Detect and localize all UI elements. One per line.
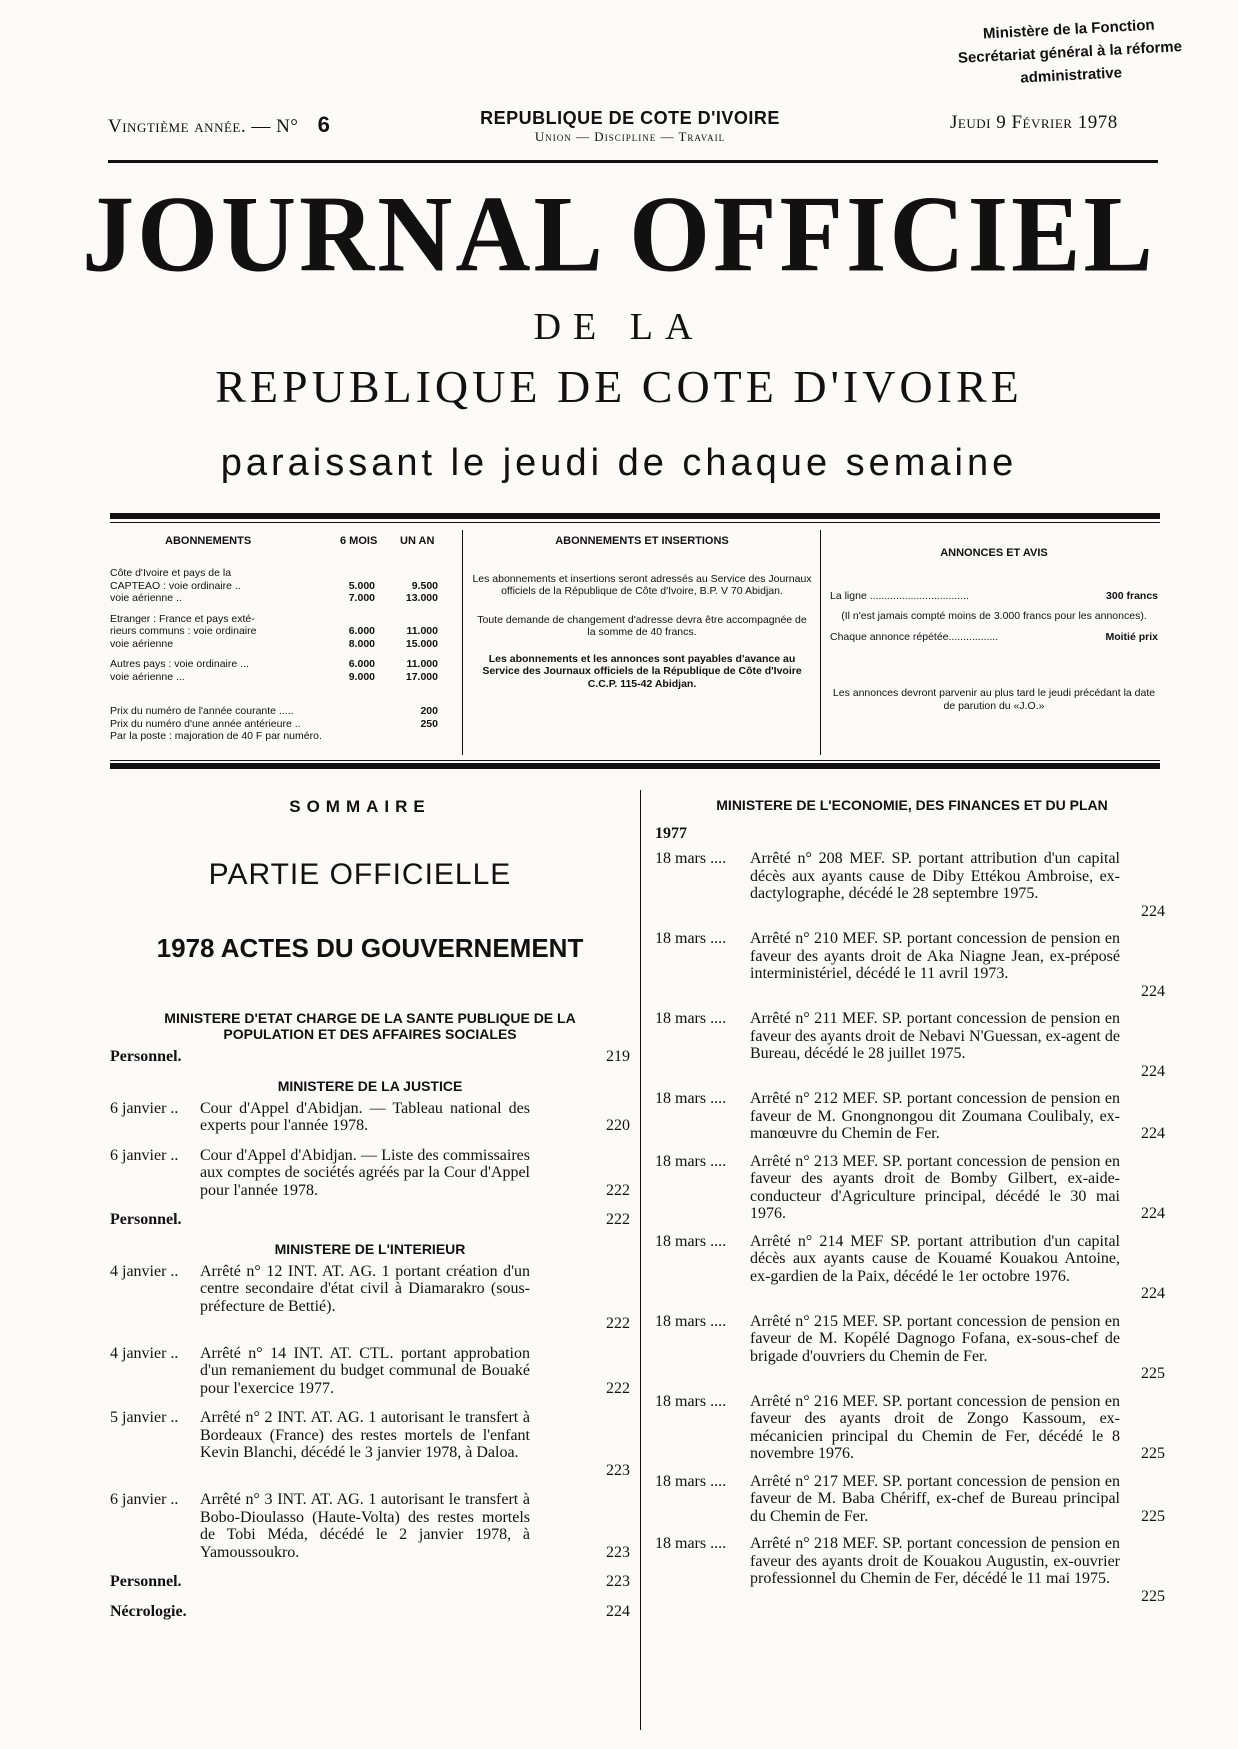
issue-prices [110, 705, 450, 743]
year-label: 1977 [655, 825, 687, 842]
entry-date: 18 mars .... [655, 1312, 727, 1330]
subscriptions-title: ABONNEMENTS [165, 535, 252, 547]
decree-entry [655, 1535, 1165, 1605]
box-bottom-rule [110, 763, 1160, 769]
decree-entry [655, 1393, 1165, 1463]
decree-entry [655, 850, 1165, 920]
rate-row [110, 658, 450, 671]
price-row [110, 718, 450, 731]
entry-page: 225 [1141, 1365, 1165, 1382]
issue-number: 6 [317, 112, 331, 137]
price-label: Prix du numéro de l'année courante ..... [110, 705, 294, 717]
stamp-line-1: Ministère de la Fonction [982, 16, 1155, 43]
deadline-note: Les annonces devront parvenir au plus tard le jeudi précédant la date de parution du «J.O.» [832, 687, 1156, 712]
entry-date: 6 janvier .. [110, 1146, 179, 1164]
entry-date: 5 janvier .. [110, 1409, 179, 1426]
line-price-label: La ligne .................................. [830, 589, 969, 602]
rate-row [110, 567, 450, 580]
entry-date: 18 mars .... [655, 1472, 727, 1490]
entry-text: Cour d'Appel d'Abidjan. — Tableau national des experts pour l'année 1978. [200, 1099, 530, 1134]
country-title: REPUBLIQUE DE COTE D'IVOIRE [215, 361, 1023, 412]
summary-entry [110, 1409, 630, 1479]
rate-label: voie aérienne .. [110, 592, 182, 604]
minimum-note: (Il n'est jamais compté moins de 3.000 francs pour les annonces). [841, 610, 1147, 622]
summary-entry [110, 1147, 630, 1200]
entry-page: 222 [606, 1211, 630, 1228]
left-column [110, 1010, 630, 1632]
insertions-box [472, 535, 812, 690]
entry-page: 223 [606, 1573, 630, 1590]
insertions-title: ABONNEMENTS ET INSERTIONS [555, 535, 729, 547]
entry-page: 224 [1141, 902, 1165, 920]
entry-page: 224 [1141, 982, 1165, 1000]
entry-date: Personnel. [110, 1573, 182, 1590]
entry-text: Arrêté n° 216 MEF. SP. portant concession de pension en faveur des ayants droit de Zongo Kassoum, ex-mécanicien principal du Chemin de Fer, décédé le 8 novembre 1976. [750, 1392, 1120, 1462]
entry-page: 223 [606, 1461, 630, 1479]
entry-page: 222 [606, 1181, 630, 1199]
price-value: 200 [420, 705, 438, 717]
rate-one-year: 9.500 [411, 579, 438, 592]
entry-date: 6 janvier .. [110, 1099, 179, 1117]
rate-row [110, 613, 450, 626]
summary-entry [110, 1603, 630, 1621]
decree-entry [655, 1473, 1165, 1526]
official-part-heading: PARTIE OFFICIELLE [208, 858, 512, 891]
entry-text: Arrêté n° 213 MEF. SP. portant concession de pension en faveur des ayants droit de Bomby Gilbert, ex-aide-conducteur d'Agriculture principal, décédé le 30 mai 1976. [750, 1152, 1120, 1222]
decree-entry [655, 1010, 1165, 1080]
box-top-rule [110, 513, 1160, 519]
administrative-stamp [903, 9, 1236, 95]
stamp-line-3: administrative [1019, 64, 1123, 87]
entry-page: 225 [1141, 1587, 1165, 1605]
entry-text: Arrêté n° 212 MEF. SP. portant concession de pension en faveur de M. Gnongnongou dit Zoumana Coulibaly, ex-manœuvre du Chemin de Fer. [750, 1090, 1120, 1142]
entry-text: Cour d'Appel d'Abidjan. — Liste des commissaires aux comptes de sociétés agréés par la Cour d'Appel pour l'année 1978. [200, 1146, 530, 1199]
rate-6-months: 6.000 [348, 658, 375, 670]
column-divider [640, 790, 641, 1730]
col-one-year: UN AN [400, 535, 435, 547]
top-rule [108, 160, 1158, 163]
entry-page: 222 [606, 1315, 630, 1332]
rate-6-months: 9.000 [348, 670, 375, 683]
line-price-row [830, 590, 1158, 603]
rate-gap [110, 650, 450, 658]
stamp-line-2: Secrétariat général à la réforme [957, 38, 1183, 67]
summary-entry [110, 1345, 630, 1398]
entry-text: Arrêté n° 210 MEF. SP. portant concession de pension en faveur des ayants droit de Aka Niagne Jean, ex-préposé interministériel, décédé le 11 avril 1973. [750, 930, 1120, 982]
rate-one-year: 13.000 [405, 592, 438, 604]
entry-page: 224 [1141, 1125, 1165, 1142]
rate-row [110, 580, 450, 593]
rate-one-year: 11.000 [406, 658, 438, 670]
entry-text: Arrêté n° 217 MEF. SP. portant concession de pension en faveur de M. Baba Chériff, ex-chef de Bureau principal du Chemin de Fer. [750, 1472, 1120, 1525]
price-row [110, 705, 450, 718]
price-label: Prix du numéro d'une année antérieure .. [110, 717, 301, 730]
address-change-note: Toute demande de changement d'adresse devra être accompagnée de la somme de 40 francs. [477, 613, 807, 638]
summary-entry [110, 1491, 630, 1561]
rate-6-months: 6.000 [348, 625, 375, 637]
rate-label: voie aérienne ... [110, 670, 185, 683]
box-bottom-rule-thin [110, 760, 1160, 761]
summary-entry [110, 1211, 630, 1229]
right-column [655, 850, 1165, 1615]
entry-date: Personnel. [110, 1211, 182, 1228]
entry-date: 18 mars .... [655, 1232, 727, 1250]
entry-page: 224 [1141, 1205, 1165, 1222]
announcements-title: ANNONCES ET AVIS [940, 547, 1048, 559]
issue-year-label: Vingtième année. — N° [108, 116, 299, 137]
rate-row [110, 671, 450, 684]
rate-gap [110, 605, 450, 613]
repeat-price-label: Chaque annonce répétée................. [830, 630, 999, 643]
rate-one-year: 15.000 [405, 637, 438, 650]
insertions-address: Les abonnements et insertions seront adressés au Service des Journaux officiels de la République de Côte d'Ivoire, B.P. V 70 Abidjan. [472, 572, 812, 597]
entry-date: 4 janvier .. [110, 1262, 179, 1280]
entry-page: 224 [1141, 1062, 1165, 1080]
republic-name: REPUBLIQUE DE COTE D'IVOIRE [480, 108, 780, 128]
entry-page: 224 [1141, 1285, 1165, 1302]
summary-entry [110, 1100, 630, 1135]
line-price-value: 300 francs [1106, 589, 1158, 602]
box-divider-1 [462, 530, 463, 755]
decree-entry [655, 1153, 1165, 1223]
decree-entry [655, 930, 1165, 1000]
journal-title: JOURNAL OFFICIEL [82, 174, 1156, 295]
rate-label: Etranger : France et pays exté- [110, 612, 255, 625]
box-top-rule-thin [110, 522, 1160, 523]
price-value: 250 [420, 717, 438, 730]
decree-entry [655, 1313, 1165, 1383]
rate-label: Côte d'Ivoire et pays de la [110, 567, 232, 579]
entry-date: 18 mars .... [655, 1392, 727, 1410]
entry-date: 6 janvier .. [110, 1491, 179, 1508]
entry-date: 18 mars .... [655, 1090, 727, 1107]
entry-text: Arrêté n° 211 MEF. SP. portant concession de pension en faveur des ayants droit de Nebavi N'Guessan, ex-agent de Bureau, décédé le 28 juillet 1975. [750, 1010, 1120, 1062]
payment-note: Les abonnements et les annonces sont payables d'avance au Service des Journaux officiels de la République de Côte d'Ivoire C.C.P. 115-42 Abidjan. [482, 652, 802, 690]
decree-entry [655, 1090, 1165, 1143]
entry-date: 18 mars .... [655, 850, 727, 867]
entry-date: 18 mars .... [655, 1152, 727, 1170]
entry-date: 18 mars .... [655, 1010, 727, 1027]
summary-entry [110, 1263, 630, 1333]
box-divider-2 [820, 530, 821, 755]
entry-text: Arrêté n° 14 INT. AT. CTL. portant approbation d'un remaniement du budget communal de Bouaké pour l'exercice 1977. [200, 1344, 530, 1397]
announcements-box [830, 535, 1158, 712]
rate-label: rieurs communs : voie ordinaire [110, 625, 257, 637]
rate-row [110, 592, 450, 605]
government-acts-heading: 1978 ACTES DU GOUVERNEMENT [156, 933, 584, 963]
entry-page: 225 [1141, 1507, 1165, 1525]
rate-label: Autres pays : voie ordinaire ... [110, 658, 249, 670]
entry-date: 4 janvier .. [110, 1344, 179, 1362]
rate-one-year: 17.000 [405, 670, 438, 683]
price-label: Par la poste : majoration de 40 F par numéro. [110, 730, 322, 742]
entry-text: Arrêté n° 218 MEF. SP. portant concession de pension en faveur des ayants droit de Kouakou Augustin, ex-ouvrier professionnel du Chemin de Fer, décédé le 11 mai 1975. [750, 1535, 1120, 1587]
publication-frequency: paraissant le jeudi de chaque semaine [220, 442, 1018, 484]
entry-text: Arrêté n° 3 INT. AT. AG. 1 autorisant le transfert à Bobo-Dioulasso (Haute-Volta) des restes mortels de Tobi Méda, décédé le 2 janvier 1978, à Yamoussoukro. [200, 1491, 530, 1561]
entry-page: 220 [606, 1117, 630, 1134]
rate-label: CAPTEAO : voie ordinaire .. [110, 579, 241, 592]
issue-date: Jeudi 9 Février 1978 [950, 112, 1118, 133]
entry-page: 224 [606, 1602, 630, 1620]
entry-text: Arrêté n° 208 MEF. SP. portant attribution d'un capital décès aux ayants cause de Diby Ettékou Ambroise, ex-dactylographe, décédé le 28 septembre 1975. [750, 850, 1120, 902]
de-la: DE LA [533, 306, 705, 348]
rate-row [110, 625, 450, 638]
issue-year [108, 112, 330, 138]
entry-page: 223 [606, 1543, 630, 1561]
entry-date: Personnel. [110, 1048, 182, 1065]
masthead-center [420, 108, 840, 145]
entry-date: 18 mars .... [655, 1535, 727, 1552]
rate-6-months: 7.000 [348, 592, 375, 604]
entry-date: Nécrologie. [110, 1602, 187, 1620]
summary-entry [110, 1048, 630, 1066]
summary-heading: SOMMAIRE [289, 797, 431, 816]
rate-6-months: 5.000 [348, 579, 375, 592]
ministry-heading: MINISTERE DE L'INTERIEUR [274, 1240, 466, 1257]
rate-6-months: 8.000 [348, 637, 375, 650]
economy-ministry-heading: MINISTERE DE L'ECONOMIE, DES FINANCES ET DU PLAN [716, 797, 1108, 813]
subscriptions-box [110, 535, 450, 743]
motto: Union — Discipline — Travail [534, 129, 726, 144]
entry-text: Arrêté n° 12 INT. AT. AG. 1 portant création d'un centre secondaire d'état civil à Diamarakro (sous-préfecture de Bettié). [200, 1262, 530, 1315]
entry-page: 225 [1141, 1445, 1165, 1462]
entry-date: 18 mars .... [655, 930, 727, 947]
subscription-rates [110, 567, 450, 683]
entry-text: Arrêté n° 2 INT. AT. AG. 1 autorisant le transfert à Bordeaux (France) des restes mortels de l'enfant Kevin Blanchi, décédé le 3 janvier 1978, à Daloa. [200, 1409, 530, 1461]
entry-page: 219 [606, 1048, 630, 1065]
entry-text: Arrêté n° 214 MEF SP. portant attribution d'un capital décès aux ayants cause de Kouamé Kouakou Antoine, ex-gardien de la Paix, décédé le 1er octobre 1976. [750, 1232, 1120, 1285]
entry-text: Arrêté n° 215 MEF. SP. portant concession de pension en faveur de M. Kopélé Dagnogo Fofana, ex-sous-chef de brigade d'ouvriers du Chemin de Fer. [750, 1312, 1120, 1365]
ministry-heading: MINISTERE D'ETAT CHARGE DE LA SANTE PUBLIQUE DE LA POPULATION ET DES AFFAIRES SOCIALES [164, 1010, 576, 1042]
entry-page: 222 [606, 1379, 630, 1397]
repeat-price-value: Moitié prix [1105, 630, 1158, 643]
rate-label: voie aérienne [110, 637, 174, 650]
col-6-months: 6 MOIS [340, 535, 378, 547]
ministry-heading: MINISTERE DE LA JUSTICE [277, 1077, 463, 1094]
price-row [110, 730, 450, 743]
rate-row [110, 638, 450, 651]
summary-entry [110, 1573, 630, 1591]
repeat-price-row [830, 631, 1158, 644]
decree-entry [655, 1233, 1165, 1303]
rate-one-year: 11.000 [406, 625, 438, 637]
